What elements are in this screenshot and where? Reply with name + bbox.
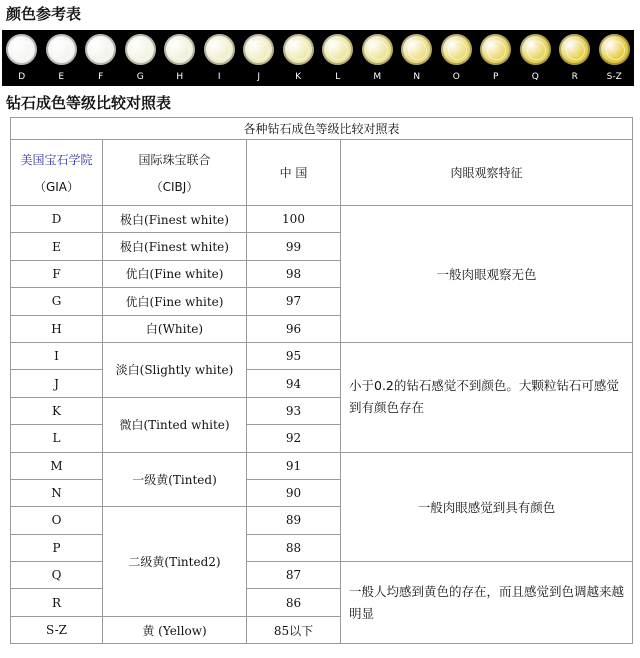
china-grade-cell: 95 (247, 342, 341, 369)
gia-grade-cell: D (11, 206, 103, 233)
color-swatch (200, 30, 240, 86)
header-gia-name: 美国宝石学院 (20, 152, 93, 167)
diamond-icon (520, 34, 551, 65)
color-grade-label: K (295, 72, 302, 82)
cibj-grade-cell: 极白(Finest white) (103, 233, 247, 260)
diamond-icon (6, 34, 37, 65)
gia-grade-cell: H (11, 315, 103, 342)
color-grade-label: R (571, 72, 578, 82)
diamond-icon (125, 34, 156, 65)
header-gia-abbr: （GIA） (33, 179, 80, 194)
gia-grade-cell: Q (11, 562, 103, 589)
color-swatch (2, 30, 42, 86)
gia-grade-cell: I (11, 342, 103, 369)
color-swatch (81, 30, 121, 86)
diamond-icon (401, 34, 432, 65)
color-grade-label: Q (531, 72, 539, 82)
color-grade-label: N (413, 72, 421, 82)
feature-cell: 一般肉眼感觉到具有颜色 (341, 452, 633, 562)
header-cibj-abbr: （CIBJ） (150, 179, 199, 194)
color-grade-label: D (18, 72, 26, 82)
color-reference-strip (2, 30, 634, 86)
diamond-icon (559, 34, 590, 65)
diamond-icon (164, 34, 195, 65)
gia-grade-cell: R (11, 589, 103, 616)
china-grade-cell: 85以下 (247, 616, 341, 643)
header-gia (11, 140, 103, 206)
gia-grade-cell: F (11, 260, 103, 287)
comparison-table-title: 钻石成色等级比较对照表 (6, 94, 172, 112)
color-reference-title: 颜色参考表 (6, 5, 82, 23)
color-swatch (42, 30, 82, 86)
color-swatch (318, 30, 358, 86)
china-grade-cell: 94 (247, 370, 341, 397)
diamond-icon (480, 34, 511, 65)
color-swatch (358, 30, 398, 86)
diamond-icon (441, 34, 472, 65)
gia-grade-cell: N (11, 479, 103, 506)
table-caption: 各种钻石成色等级比较对照表 (11, 118, 633, 140)
gia-grade-cell: P (11, 534, 103, 561)
color-swatch (595, 30, 635, 86)
china-grade-cell: 92 (247, 425, 341, 452)
china-grade-cell: 97 (247, 288, 341, 315)
diamond-icon (283, 34, 314, 65)
china-grade-cell: 90 (247, 479, 341, 506)
color-grade-label: H (176, 72, 184, 82)
gia-grade-cell: K (11, 397, 103, 424)
color-grade-label: G (136, 72, 144, 82)
color-swatch (279, 30, 319, 86)
china-grade-cell: 99 (247, 233, 341, 260)
gia-grade-cell: S-Z (11, 616, 103, 643)
cibj-grade-cell: 黄 (Yellow) (103, 616, 247, 643)
color-swatch (397, 30, 437, 86)
gia-grade-cell: G (11, 288, 103, 315)
color-grade-label: J (257, 72, 261, 82)
cibj-grade-cell: 优白(Fine white) (103, 260, 247, 287)
diamond-icon (46, 34, 77, 65)
color-grade-label: S-Z (606, 72, 622, 82)
diamond-icon (599, 34, 630, 65)
color-grade-label: P (493, 72, 499, 82)
cibj-grade-cell: 微白(Tinted white) (103, 397, 247, 452)
diamond-icon (322, 34, 353, 65)
china-grade-cell: 93 (247, 397, 341, 424)
cibj-grade-cell: 极白(Finest white) (103, 206, 247, 233)
color-swatch (516, 30, 556, 86)
china-grade-cell: 89 (247, 507, 341, 534)
color-swatch (121, 30, 161, 86)
color-swatch (476, 30, 516, 86)
china-grade-cell: 96 (247, 315, 341, 342)
color-swatch (160, 30, 200, 86)
china-grade-cell: 86 (247, 589, 341, 616)
cibj-grade-cell: 一级黄(Tinted) (103, 452, 247, 507)
china-grade-cell: 87 (247, 562, 341, 589)
diamond-icon (243, 34, 274, 65)
color-grade-label: M (373, 72, 382, 82)
china-grade-cell: 88 (247, 534, 341, 561)
feature-cell: 一般人均感到黄色的存在，而且感觉到色调越来越明显 (341, 562, 633, 644)
cibj-grade-cell: 二级黄(Tinted2) (103, 507, 247, 617)
color-grade-label: E (58, 72, 65, 82)
color-grade-label: O (452, 72, 460, 82)
color-grade-label: F (98, 72, 104, 82)
feature-cell: 小于0.2的钻石感觉不到颜色。大颗粒钻石可感觉到有颜色存在 (341, 342, 633, 452)
diamond-icon (85, 34, 116, 65)
cibj-grade-cell: 白(White) (103, 315, 247, 342)
china-grade-cell: 98 (247, 260, 341, 287)
header-china: 中 国 (247, 140, 341, 206)
cibj-grade-cell: 淡白(Slightly white) (103, 342, 247, 397)
cibj-grade-cell: 优白(Fine white) (103, 288, 247, 315)
gia-grade-cell: J (11, 370, 103, 397)
china-grade-cell: 100 (247, 206, 341, 233)
diamond-icon (204, 34, 235, 65)
gia-grade-cell: E (11, 233, 103, 260)
header-features: 肉眼观察特征 (341, 140, 633, 206)
gia-grade-cell: M (11, 452, 103, 479)
color-grade-label: L (335, 72, 341, 82)
color-swatch (437, 30, 477, 86)
feature-cell: 一般肉眼观察无色 (341, 206, 633, 343)
color-grade-label: I (217, 72, 221, 82)
diamond-icon (362, 34, 393, 65)
color-swatch (239, 30, 279, 86)
grade-comparison-table (10, 117, 633, 644)
header-cibj-name: 国际珠宝联合 (138, 152, 211, 167)
gia-grade-cell: L (11, 425, 103, 452)
gia-grade-cell: O (11, 507, 103, 534)
china-grade-cell: 91 (247, 452, 341, 479)
color-swatch (555, 30, 595, 86)
header-cibj (103, 140, 247, 206)
